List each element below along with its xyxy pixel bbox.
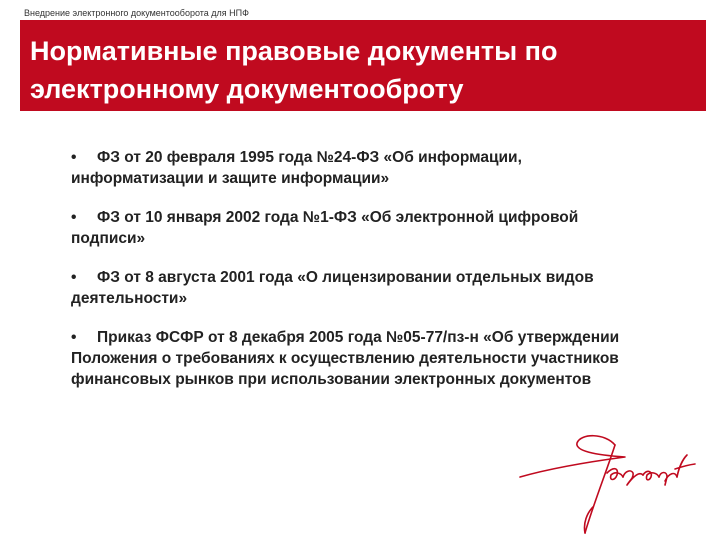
list-item	[71, 267, 701, 309]
list-item-text-line: ФЗ от 8 августа 2001 года «О лицензировании отдельных видов	[97, 269, 594, 286]
list-item-text-line: деятельности»	[71, 290, 188, 307]
list-item-text-line: финансовых рынков при использовании электронных документов	[71, 371, 592, 388]
list-item-text-line: ФЗ от 20 февраля 1995 года №24-ФЗ «Об информации,	[97, 149, 522, 166]
list-item-text-line: Положения о требованиях к осуществлению деятельности участников	[71, 350, 619, 367]
list-item-text-line: ФЗ от 10 января 2002 года №1-ФЗ «Об электронной цифровой	[97, 209, 579, 226]
bullet-marker: •	[71, 209, 77, 226]
bullet-marker: •	[71, 149, 77, 166]
bullet-marker: •	[71, 329, 77, 346]
bullet-marker: •	[71, 269, 77, 286]
document-header-caption: Внедрение электронного документооборота для НПФ	[24, 8, 249, 18]
page-title-line-2: электронному документооброту	[30, 74, 464, 104]
list-item-text-line: Приказ ФСФР от 8 декабря 2005 года №05-77/пз-н «Об утверждении	[97, 329, 620, 346]
list-item-text-line: подписи»	[71, 230, 146, 247]
list-item-text-line: информатизации и защите информации»	[71, 170, 390, 187]
list-item	[71, 207, 701, 249]
list-item	[71, 327, 701, 390]
page-title-line-1: Нормативные правовые документы по	[30, 36, 558, 66]
garant-signature-logo	[515, 415, 705, 540]
document-list	[71, 147, 701, 408]
list-item	[71, 147, 701, 189]
title-banner	[20, 20, 706, 111]
page-title	[30, 32, 690, 108]
